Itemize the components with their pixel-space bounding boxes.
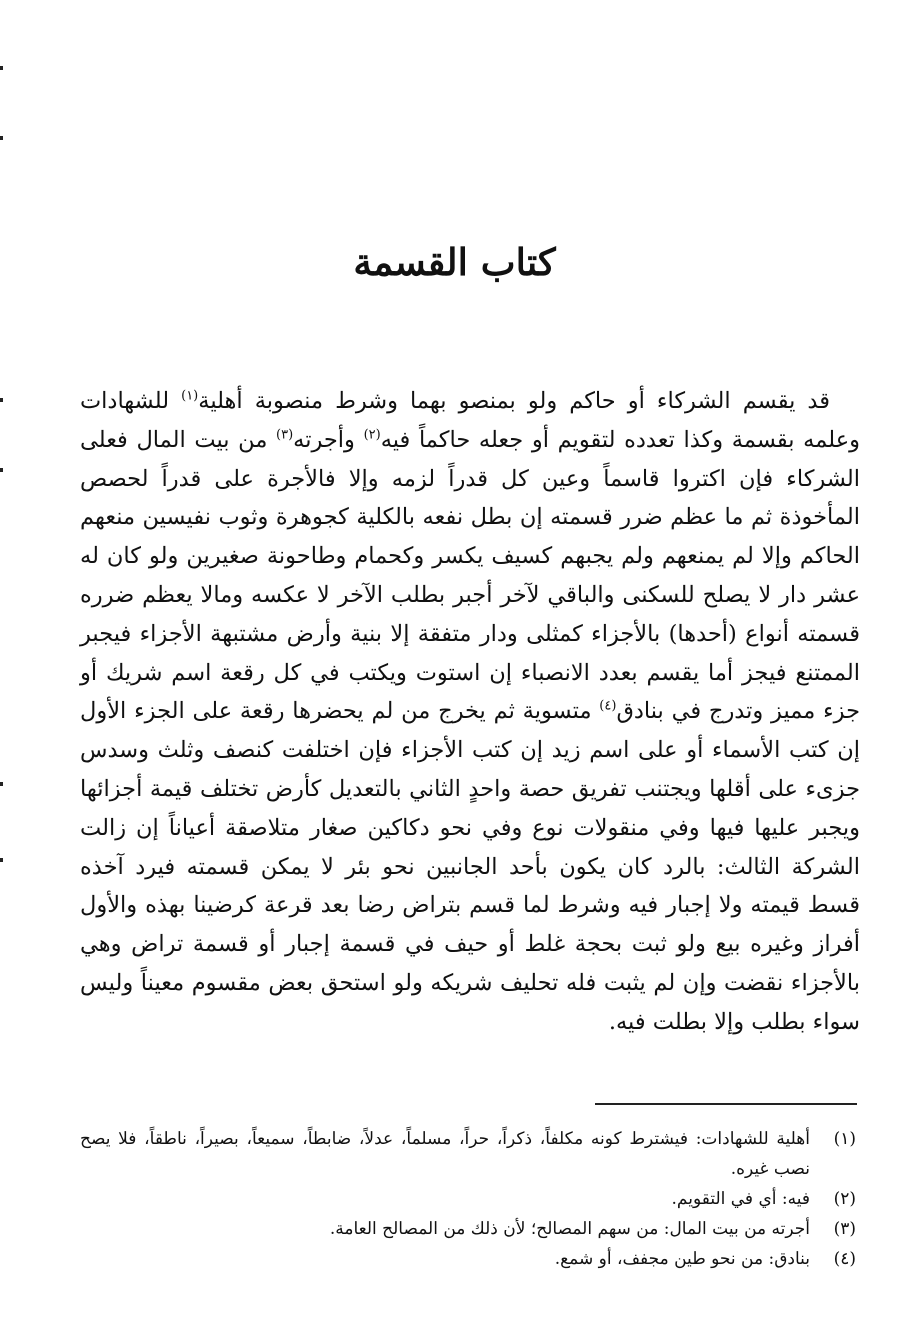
- footnote-text: بنادق: من نحو طين مجفف، أو شمع.: [554, 1249, 810, 1269]
- footnote-item: [80, 1184, 862, 1214]
- footnote-number: (١): [833, 1129, 856, 1149]
- footnote-item: [80, 1124, 862, 1184]
- main-text-part: متسوية ثم يخرج من لم يحضرها رقعة على الجزء الأول إن كتب الأسماء أو على اسم زيد إن كتب الأجزاء فإن اختلفت كنصف وثلث وسدس جزىء على أقلها ويجتنب تفريق حصة واحدٍ الثاني بالتعديل كأرض تختلف قيمة أجزائها ويجبر عليها فيها وفي منقولات نوع وفي نحو دكاكين صغار متلاصقة أعياناً إن زالت الشركة الثالث: بالرد كان يكون بأحد الجانبين نحو بئر لا يمكن قسمته فيرد آخذه قسط قيمته ولا إجبار فيه وشرط لما قسم بتراض رضا بعد قرعة كرضينا بهذه والأول أفراز وغيره بيع ولو ثبت بحجة غلط أو حيف في قسمة إجبار أو قسمة تراض وهي بالأجزاء نقضت وإن لم يثبت فله تحليف شريكه ولو استحق بعض مقسوم معيناً وليس سواء بطلب وإلا بطلت فيه.: [80, 698, 860, 1035]
- chapter-title: كتاب القسمة: [353, 240, 556, 284]
- footnote-text: أجرته من بيت المال: من سهم المصالح؛ لأن ذلك من المصالح العامة.: [329, 1219, 810, 1239]
- scan-edge-mark: [0, 136, 3, 140]
- footnote-item: [80, 1244, 862, 1274]
- footnote-ref: (٣): [276, 427, 294, 443]
- scan-edge-mark: [0, 858, 3, 862]
- footnote-divider: [595, 1103, 857, 1105]
- footnote-ref: (١): [181, 388, 199, 404]
- footnote-item: [80, 1214, 862, 1244]
- scan-edge-mark: [0, 468, 3, 472]
- footnote-ref: (٢): [363, 427, 381, 443]
- footnote-number: (٣): [833, 1219, 856, 1239]
- footnote-text: فيه: أي في التقويم.: [671, 1189, 810, 1209]
- footnote-ref: (٤): [599, 698, 617, 714]
- main-text-part: من بيت المال فعلى الشركاء فإن اكتروا قاسماً وعين كل قدراً لزمه وإلا فالأجرة على قدراً لحصص المأخوذة ثم ما عظم ضرر قسمته إن بطل نفعه بالكلية كجوهرة وثوب نفيسين منعهم الحاكم وإلا لم يمنعهم ولم يجبهم كسيف يكسر وكحمام وطاحونة صغيرين ولو كان له عشر دار لا يصلح للسكنى والباقي لآخر أجبر بطلب الآخر لا عكسه ومالا يعظم ضرره قسمته أنواع (أحدها) بالأجزاء كمثلى ودار متفقة إلا بنية وأرض مشتبهة الأجزاء فيجبر الممتنع فيجز أما يقسم بعدد الانصباء إن استوت ويكتب في كل رقعة اسم شريك أو جزء مميز وتدرج في بنادق: [80, 426, 861, 725]
- main-text-part: للشهادات وعلمه بقسمة وكذا تعدده لتقويم أو جعله حاكماً فيه: [80, 388, 860, 453]
- footnote-text: أهلية للشهادات: فيشترط كونه مكلفاً، ذكراً، حراً، مسلماً، عدلاً، ضابطاً، سميعاً، بصيراً، ناطقاً، فلا يصح نصب غيره.: [80, 1129, 810, 1179]
- scan-edge-mark: [0, 782, 3, 786]
- main-text: [80, 382, 860, 1042]
- footnote-number: (٢): [833, 1189, 856, 1209]
- scan-edge-mark: [0, 398, 3, 402]
- main-text-part: وأجرته: [293, 426, 364, 453]
- footnotes: [80, 1124, 862, 1274]
- main-text-part: قد يقسم الشركاء أو حاكم ولو بمنصو بهما وشرط منصوبة أهلية: [198, 388, 830, 414]
- main-paragraph: [80, 382, 860, 1042]
- footnote-number: (٤): [833, 1249, 856, 1269]
- scan-edge-mark: [0, 66, 3, 70]
